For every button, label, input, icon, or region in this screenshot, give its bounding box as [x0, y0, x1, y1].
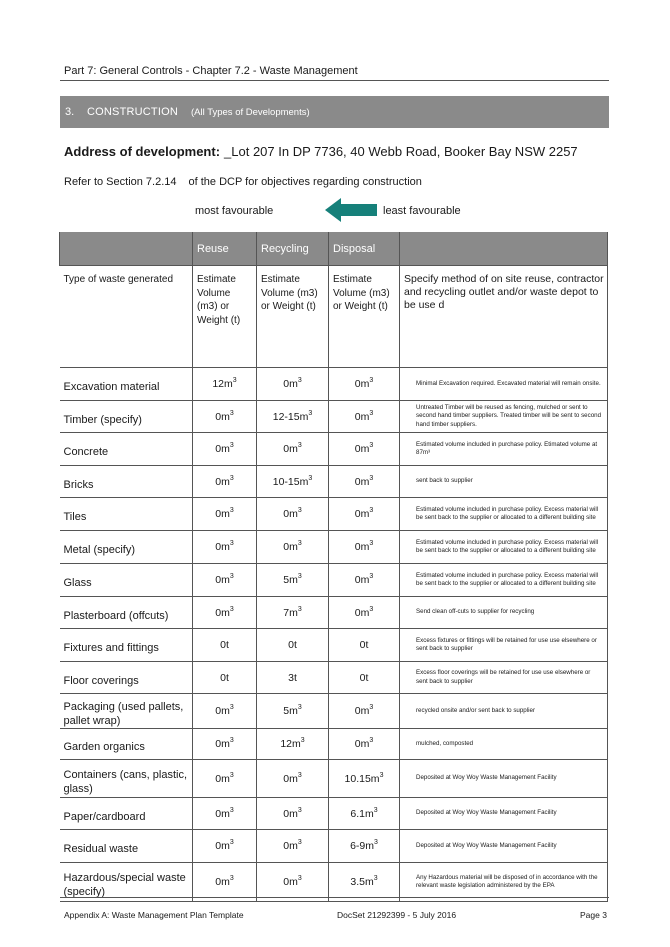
- reuse-cell-unit: 3: [229, 771, 234, 779]
- disposal-cell-unit: 3: [369, 605, 374, 613]
- method-note: Deposited at Woy Woy Waste Management Facility: [400, 798, 608, 830]
- table-row: [60, 466, 608, 498]
- reuse-cell-value: 0m: [215, 541, 230, 553]
- table-row: [60, 760, 608, 798]
- subheader-type: Type of waste generated: [60, 266, 193, 368]
- recycling-cell-unit: 3: [297, 507, 302, 514]
- recycling-cell-value: 5m: [283, 705, 298, 717]
- table-row: [60, 433, 608, 466]
- waste-type: Bricks: [60, 466, 193, 498]
- disposal-cell-unit: 3: [369, 409, 374, 417]
- reuse-cell-value: 0m: [215, 606, 230, 619]
- reuse-cell-value: 0t: [220, 671, 229, 684]
- footer-page: Page 3: [580, 910, 607, 920]
- table-row: [60, 729, 608, 760]
- recycling-cell: [257, 597, 329, 629]
- waste-type: Plasterboard (offcuts): [60, 597, 193, 629]
- disposal-cell: [329, 694, 400, 729]
- recycling-cell-value: 0m: [283, 807, 298, 820]
- waste-type: Packaging (used pallets, pallet wrap): [60, 694, 193, 729]
- recycling-cell-value: 12-15m: [272, 410, 309, 423]
- reuse-cell: [193, 798, 257, 830]
- recycling-cell-value: 0m: [283, 378, 298, 390]
- disposal-cell-value: 0m: [354, 574, 370, 586]
- disposal-cell-value: 0m: [354, 508, 370, 520]
- waste-type: Concrete: [60, 433, 193, 466]
- reuse-cell-unit: 3: [229, 839, 234, 846]
- method-note: Estimated volume included in purchase policy. Excess material will be sent back to the supplier or allocated to a different building site: [400, 564, 608, 597]
- recycling-cell-unit: 3: [297, 540, 302, 547]
- disposal-cell: [329, 863, 400, 902]
- disposal-cell: [329, 760, 400, 798]
- table-row: [60, 498, 608, 531]
- recycling-cell-value: 7m: [283, 606, 298, 619]
- page-header-title: Part 7: General Controls - Chapter 7.2 - Waste Management: [64, 65, 358, 77]
- disposal-cell-unit: 3: [373, 875, 378, 882]
- table-row: [60, 694, 608, 729]
- recycling-cell-unit: 3: [297, 377, 302, 384]
- address-line: [64, 144, 578, 159]
- reuse-cell-unit: 3: [232, 377, 237, 384]
- disposal-cell-unit: 3: [369, 474, 374, 482]
- reuse-cell-unit: 3: [229, 474, 234, 482]
- waste-type: Glass: [60, 564, 193, 597]
- recycling-cell-value: 0m: [283, 876, 298, 888]
- reuse-cell: [193, 498, 257, 531]
- reuse-cell: [193, 433, 257, 466]
- disposal-cell-value: 0m: [354, 443, 370, 455]
- method-note: sent back to supplier: [400, 466, 608, 498]
- disposal-cell-value: 10.15m: [344, 772, 380, 785]
- table-row: [60, 830, 608, 863]
- reuse-cell: [193, 564, 257, 597]
- disposal-cell: [329, 729, 400, 760]
- subheader-recycling: Estimate Volume (m3) or Weight (t): [257, 266, 329, 368]
- disposal-cell-value: 0m: [354, 378, 370, 390]
- reuse-cell-value: 0m: [215, 840, 230, 852]
- header-cell: [400, 232, 608, 266]
- waste-type: Containers (cans, plastic, glass): [60, 760, 193, 798]
- reuse-cell-unit: 3: [229, 605, 234, 613]
- disposal-cell: [329, 498, 400, 531]
- disposal-cell-value: 0m: [354, 410, 370, 423]
- reuse-cell: [193, 466, 257, 498]
- disposal-cell: [329, 368, 400, 401]
- reuse-cell-value: 0m: [215, 876, 230, 888]
- method-note: Deposited at Woy Woy Waste Management Facility: [400, 830, 608, 863]
- address-value: _Lot 207 In DP 7736, 40 Webb Road, Booker Bay NSW 2257: [224, 144, 578, 159]
- refer-line: [64, 176, 422, 188]
- table-header-row: [60, 232, 608, 266]
- recycling-cell-value: 0m: [283, 443, 298, 455]
- recycling-cell: [257, 401, 329, 433]
- disposal-cell-value: 3.5m: [350, 876, 374, 888]
- table-row: [60, 798, 608, 830]
- header-reuse: Reuse: [193, 232, 257, 266]
- reuse-cell: [193, 368, 257, 401]
- disposal-cell: [329, 466, 400, 498]
- disposal-cell-value: 0m: [354, 541, 370, 553]
- reuse-cell-value: 0m: [215, 772, 230, 785]
- reuse-cell: [193, 694, 257, 729]
- recycling-cell: [257, 498, 329, 531]
- footer-divider: [60, 897, 609, 898]
- method-note: recycled onsite and/or sent back to supplier: [400, 694, 608, 729]
- disposal-cell-unit: 3: [369, 540, 374, 547]
- disposal-cell: [329, 597, 400, 629]
- disposal-cell-unit: 3: [374, 839, 378, 846]
- reuse-cell-value: 0m: [215, 410, 230, 423]
- reuse-cell: [193, 760, 257, 798]
- reuse-cell-value: 0m: [215, 807, 230, 820]
- recycling-cell-value: 0t: [288, 639, 297, 651]
- disposal-cell: [329, 564, 400, 597]
- subheader-reuse: Estimate Volume (m3) or Weight (t): [193, 266, 257, 368]
- disposal-cell-unit: 3: [369, 507, 374, 514]
- least-favourable-label: least favourable: [383, 205, 461, 217]
- reuse-cell-unit: 3: [229, 507, 234, 514]
- waste-type: Tiles: [60, 498, 193, 531]
- disposal-cell-value: 0t: [359, 639, 369, 651]
- recycling-cell-unit: 3: [297, 704, 302, 711]
- method-note: Estimated volume included in purchase policy. Excess material will be sent back to the supplier or allocated to a different building site: [400, 498, 608, 531]
- recycling-cell-value: 0m: [283, 541, 298, 553]
- table-row: [60, 368, 608, 401]
- recycling-cell-value: 12m: [280, 738, 301, 750]
- table-row: [60, 564, 608, 597]
- recycling-cell-unit: 3: [297, 442, 302, 449]
- recycling-cell-value: 10-15m: [272, 475, 309, 488]
- disposal-cell-unit: 3: [369, 704, 374, 711]
- header-cell: [60, 232, 193, 266]
- method-note: Minimal Excavation required. Excavated material will remain onsite.: [400, 368, 608, 401]
- disposal-cell-unit: 3: [369, 442, 374, 449]
- disposal-cell-value: 0m: [354, 475, 370, 488]
- disposal-cell: [329, 531, 400, 564]
- reuse-cell: [193, 531, 257, 564]
- recycling-cell: [257, 564, 329, 597]
- waste-type: Paper/cardboard: [60, 798, 193, 830]
- disposal-cell: [329, 830, 400, 863]
- address-label: Address of development:: [64, 144, 221, 159]
- recycling-cell-unit: 3: [297, 806, 302, 814]
- reuse-cell-value: 0t: [220, 639, 229, 651]
- recycling-cell-unit: 3: [297, 771, 302, 779]
- waste-type: Residual waste: [60, 830, 193, 863]
- reuse-cell-value: 0m: [215, 574, 230, 586]
- disposal-cell-value: 0m: [354, 705, 370, 717]
- recycling-cell: [257, 830, 329, 863]
- reuse-cell-unit: 3: [229, 875, 234, 882]
- table-row: [60, 597, 608, 629]
- reuse-cell: [193, 401, 257, 433]
- disposal-cell: [329, 629, 400, 662]
- recycling-cell-value: 0m: [283, 508, 298, 520]
- refer-prefix: Refer to Section 7.2.14: [64, 176, 177, 188]
- method-note: Send clean off-cuts to supplier for recycling: [400, 597, 608, 629]
- recycling-cell: [257, 368, 329, 401]
- reuse-cell-unit: 3: [229, 540, 234, 547]
- reuse-cell-value: 0m: [215, 738, 230, 750]
- waste-type: Excavation material: [60, 368, 193, 401]
- waste-type: Metal (specify): [60, 531, 193, 564]
- disposal-cell: [329, 798, 400, 830]
- section-band: [60, 96, 609, 128]
- disposal-cell-unit: 3: [369, 573, 374, 580]
- reuse-cell: [193, 729, 257, 760]
- recycling-cell-unit: 3: [308, 474, 313, 482]
- disposal-cell-unit: 3: [373, 806, 378, 814]
- reuse-cell-unit: 3: [229, 806, 234, 814]
- disposal-cell-unit: 3: [379, 771, 384, 779]
- method-note: mulched, composted: [400, 729, 608, 760]
- reuse-cell-unit: 3: [229, 409, 234, 417]
- most-favourable-label: most favourable: [195, 205, 274, 217]
- recycling-cell-value: 3t: [288, 671, 297, 684]
- method-note: Estimated volume included in purchase policy. Excess material will be sent back to the supplier or allocated to a different building site: [400, 531, 608, 564]
- reuse-cell-value: 0m: [215, 443, 230, 455]
- recycling-cell: [257, 531, 329, 564]
- recycling-cell-unit: 3: [300, 737, 305, 744]
- recycling-cell: [257, 662, 329, 694]
- reuse-cell: [193, 830, 257, 863]
- reuse-cell-unit: 3: [229, 442, 234, 449]
- table-row: [60, 863, 608, 902]
- method-note: Excess floor coverings will be retained for use use elsewhere or sent back to supplier: [400, 662, 608, 694]
- subheader-method: Specify method of on site reuse, contractor and recycling outlet and/or waste depot to be use d: [400, 266, 608, 368]
- section-title: CONSTRUCTION: [87, 106, 179, 118]
- disposal-cell-value: 6.1m: [350, 807, 374, 820]
- waste-type: Floor coverings: [60, 662, 193, 694]
- footer-left: Appendix A: Waste Management Plan Template: [64, 910, 244, 920]
- method-note: Any Hazardous material will be disposed of in accordance with the relevant waste legislation administered by the EPA: [400, 863, 608, 902]
- waste-type: Timber (specify): [60, 401, 193, 433]
- arrow-shape: [325, 198, 377, 222]
- refer-suffix: of the DCP for objectives regarding construction: [188, 176, 422, 188]
- recycling-cell-unit: 3: [297, 875, 302, 882]
- recycling-cell-value: 5m: [283, 574, 298, 586]
- recycling-cell-unit: 3: [297, 839, 302, 846]
- reuse-cell-value: 0m: [215, 508, 230, 520]
- waste-type: Fixtures and fittings: [60, 629, 193, 662]
- disposal-cell-value: 6-9m: [350, 840, 375, 852]
- method-note: Estimated volume included in purchase policy. Etimated volume at 87m³: [400, 433, 608, 466]
- reuse-cell-unit: 3: [229, 573, 234, 580]
- waste-table: [59, 232, 608, 902]
- footer-docset: DocSet 21292399 - 5 July 2016: [337, 910, 457, 920]
- recycling-cell: [257, 798, 329, 830]
- table-row: [60, 629, 608, 662]
- reuse-cell-unit: 3: [229, 704, 234, 711]
- disposal-cell: [329, 401, 400, 433]
- table-row: [60, 662, 608, 694]
- recycling-cell: [257, 694, 329, 729]
- disposal-cell-value: 0m: [354, 738, 370, 750]
- header-disposal: Disposal: [329, 232, 400, 266]
- method-note: Untreated Timber will be reused as fencing, mulched or sent to second hand timber suppliers. Treated timber will be sent to second hand timber suppliers.: [400, 401, 608, 433]
- method-note: Deposited at Woy Woy Waste Management Facility: [400, 760, 608, 798]
- disposal-cell-value: 0t: [359, 671, 369, 684]
- recycling-cell-value: 0m: [283, 840, 298, 852]
- table-subheader-row: [60, 266, 608, 368]
- subheader-disposal: Estimate Volume (m3) or Weight (t): [329, 266, 400, 368]
- reuse-cell: [193, 662, 257, 694]
- reuse-cell-value: 0m: [215, 475, 230, 488]
- method-note: Excess fixtures or fittings will be retained for use use elsewhere or sent back to supplier: [400, 629, 608, 662]
- disposal-cell-unit: 3: [369, 737, 374, 744]
- disposal-cell-value: 0m: [354, 606, 370, 619]
- left-arrow-icon: [325, 198, 377, 222]
- section-number: 3.: [65, 106, 75, 118]
- recycling-cell: [257, 729, 329, 760]
- recycling-cell-value: 0m: [283, 772, 298, 785]
- reuse-cell-unit: 3: [229, 737, 234, 744]
- recycling-cell-unit: 3: [308, 409, 313, 417]
- table-row: [60, 401, 608, 433]
- reuse-cell-value: 12m: [212, 378, 233, 390]
- disposal-cell-unit: 3: [369, 377, 374, 384]
- recycling-cell: [257, 863, 329, 902]
- reuse-cell-value: 0m: [215, 705, 230, 717]
- disposal-cell: [329, 433, 400, 466]
- recycling-cell-unit: 3: [297, 573, 302, 580]
- recycling-cell: [257, 629, 329, 662]
- recycling-cell: [257, 433, 329, 466]
- waste-type: Hazardous/special waste (specify): [60, 863, 193, 902]
- recycling-cell-unit: 3: [297, 605, 302, 613]
- recycling-cell: [257, 760, 329, 798]
- header-recycling: Recycling: [257, 232, 329, 266]
- reuse-cell: [193, 597, 257, 629]
- waste-type: Garden organics: [60, 729, 193, 760]
- reuse-cell: [193, 629, 257, 662]
- header-divider: [60, 80, 609, 81]
- disposal-cell: [329, 662, 400, 694]
- reuse-cell: [193, 863, 257, 902]
- section-subtitle: (All Types of Developments): [191, 106, 310, 118]
- recycling-cell: [257, 466, 329, 498]
- table-row: [60, 531, 608, 564]
